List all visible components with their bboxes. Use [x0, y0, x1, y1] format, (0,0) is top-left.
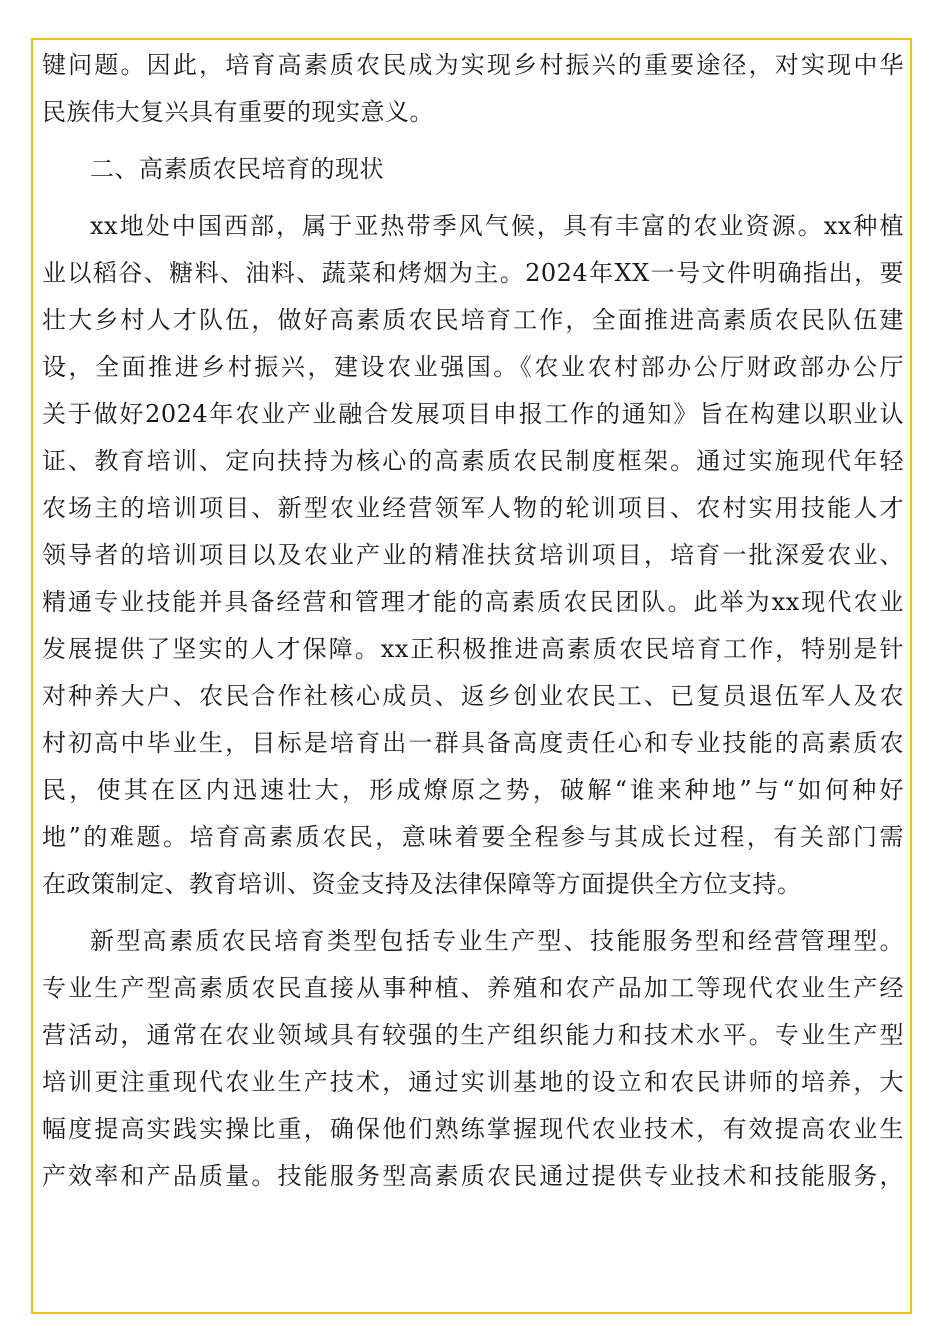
paragraph-status [42, 203, 904, 908]
text-line: 营活动，通常在农业领域具有较强的生产组织能力和技术水平。专业生产型 [42, 1021, 904, 1049]
text-line: 幅度提高实践实操比重，确保他们熟练掌握现代农业技术，有效提高农业生 [42, 1115, 904, 1143]
text-line: 新型高素质农民培育类型包括专业生产型、技能服务型和经营管理型。 [90, 927, 904, 955]
text-line: 产效率和产品质量。技能服务型高素质农民通过提供专业技术和技能服务， [42, 1162, 904, 1190]
text-line: 键问题。因此，培育高素质农民成为实现乡村振兴的重要途径，对实现中华 [42, 51, 904, 79]
text-line: 民，使其在区内迅速壮大，形成燎原之势，破解“谁来种地”与“如何种好 [42, 776, 904, 804]
text-line: 在政策制定、教育培训、资金支持及法律保障等方面提供全方位支持。 [42, 870, 802, 898]
paragraph-types [42, 918, 904, 1200]
text-line: 领导者的培训项目以及农业产业的精准扶贫培训项目，培育一批深爱农业、 [42, 541, 904, 569]
text-line: 民族伟大复兴具有重要的现实意义。 [42, 98, 434, 126]
text-line: 精通专业技能并具备经营和管理才能的高素质农民团队。此举为xx现代农业 [42, 588, 904, 616]
text-line: 业以稻谷、糖料、油料、蔬菜和烤烟为主。2024年XX一号文件明确指出，要 [42, 259, 904, 287]
text-line: 设，全面推进乡村振兴，建设农业强国。《农业农村部办公厅财政部办公厅 [42, 353, 904, 381]
text-line: 关于做好2024年农业产业融合发展项目申报工作的通知》旨在构建以职业认 [42, 400, 904, 428]
text-line: 地”的难题。培育高素质农民，意味着要全程参与其成长过程，有关部门需 [42, 823, 904, 851]
heading-text: 二、高素质农民培育的现状 [90, 155, 384, 183]
text-line: 证、教育培训、定向扶持为核心的高素质农民制度框架。通过实施现代年轻 [42, 447, 904, 475]
text-line: 农场主的培训项目、新型农业经营领军人物的轮训项目、农村实用技能人才 [42, 494, 904, 522]
text-line: 村初高中毕业生，目标是培育出一群具备高度责任心和专业技能的高素质农 [42, 729, 904, 757]
text-line: 培训更注重现代农业生产技术，通过实训基地的设立和农民讲师的培养，大 [42, 1068, 904, 1096]
section-heading [42, 146, 904, 193]
text-line: xx地处中国西部，属于亚热带季风气候，具有丰富的农业资源。xx种植 [90, 212, 904, 240]
text-line: 专业生产型高素质农民直接从事种植、养殖和农产品加工等现代农业生产经 [42, 974, 904, 1002]
text-line: 对种养大户、农民合作社核心成员、返乡创业农民工、已复员退伍军人及农 [42, 682, 904, 710]
text-line: 发展提供了坚实的人才保障。xx正积极推进高素质农民培育工作，特别是针 [42, 635, 904, 663]
text-line: 壮大乡村人才队伍，做好高素质农民培育工作，全面推进高素质农民队伍建 [42, 306, 904, 334]
document-body [42, 42, 904, 1200]
paragraph-intro-end [42, 42, 904, 136]
